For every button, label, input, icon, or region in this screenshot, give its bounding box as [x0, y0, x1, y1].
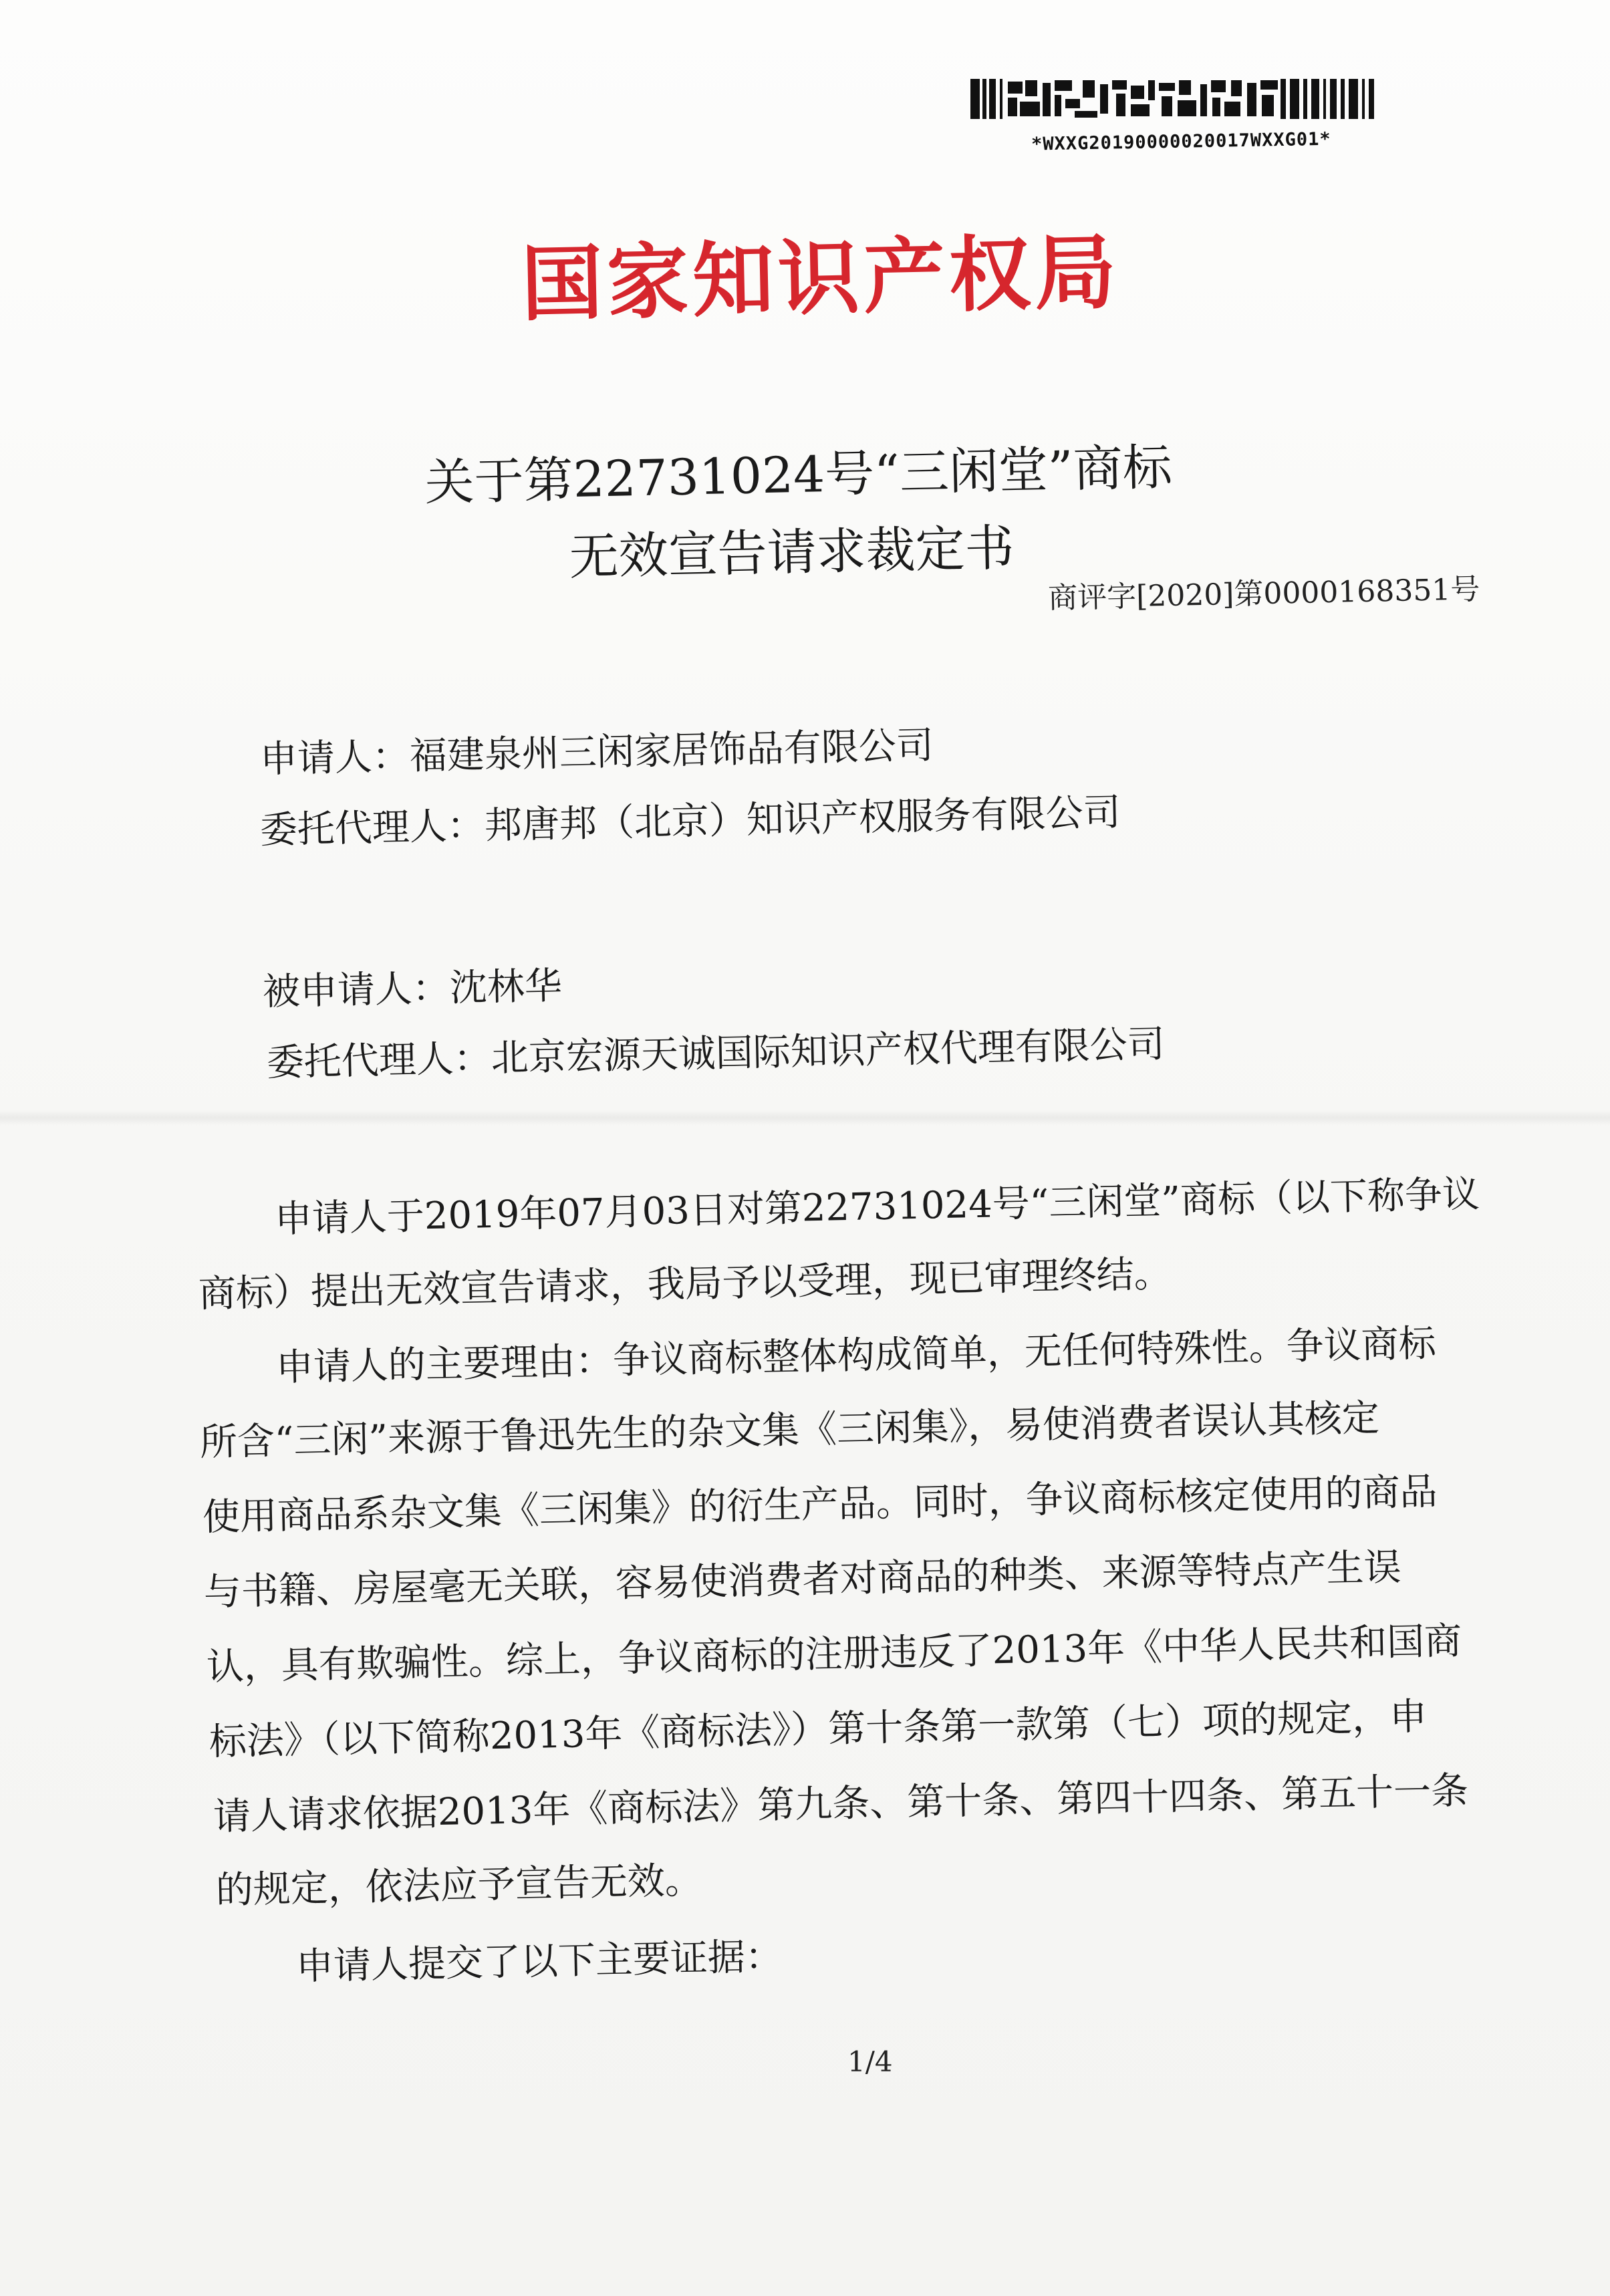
- barcode-icon: [968, 72, 1382, 126]
- paragraph-2-line: 标法》（以下简称2013年《商标法》）第十条第一款第（七）项的规定，申: [209, 1694, 1428, 1764]
- barcode-block: [968, 72, 1382, 166]
- paragraph-2-line: 申请人的主要理由：争议商标整体构成简单，无任何特殊性。争议商标: [275, 1321, 1437, 1390]
- applicant: 申请人：福建泉州三闲家居饰品有限公司: [259, 723, 934, 781]
- page-number: 1/4: [847, 2045, 893, 2078]
- paragraph-1-line: 申请人于2019年07月03日对第22731024号“三闲堂”商标（以下称争议: [274, 1172, 1480, 1241]
- respondent-agent: 委托代理人：北京宏源天诚国际知识产权代理有限公司: [266, 1022, 1166, 1085]
- paragraph-2-line: 所含“三闲”来源于鲁迅先生的杂文集《三闲集》，易使消费者误认其核定: [199, 1396, 1380, 1464]
- paragraph-1-line: 商标）提出无效宣告请求，我局予以受理，现已审理终结。: [198, 1252, 1172, 1316]
- paper-fold: [0, 1110, 1610, 1126]
- paragraph-2-line: 使用商品系杂文集《三闲集》的衍生产品。同时，争议商标核定使用的商品: [202, 1470, 1438, 1539]
- paragraph-2-line: 请人请求依据2013年《商标法》第九条、第十条、第四十四条、第五十一条: [213, 1769, 1469, 1839]
- document-title-line2: 无效宣告请求裁定书: [568, 519, 1015, 586]
- respondent: 被申请人：沈林华: [262, 964, 563, 1014]
- paragraph-2-line: 认，具有欺骗性。综上，争议商标的注册违反了2013年《中华人民共和国商: [206, 1619, 1462, 1689]
- document-number: 商评字[2020]第0000168351号: [1047, 572, 1480, 616]
- barcode-code: *WXXG20190000020017WXXG01*: [1031, 128, 1331, 155]
- paragraph-3: 申请人提交了以下主要证据：: [295, 1934, 783, 1989]
- paragraph-2-line: 与书籍、房屋毫无关联，容易使消费者对商品的种类、来源等特点产生误: [203, 1545, 1402, 1614]
- applicant-agent: 委托代理人：邦唐邦（北京）知识产权服务有限公司: [259, 791, 1121, 852]
- agency-header: 国家知识产权局: [520, 225, 1121, 332]
- document-title-line1: 关于第22731024号“三闲堂”商标: [424, 438, 1173, 512]
- paragraph-2-line: 的规定，依法应予宣告无效。: [215, 1858, 703, 1912]
